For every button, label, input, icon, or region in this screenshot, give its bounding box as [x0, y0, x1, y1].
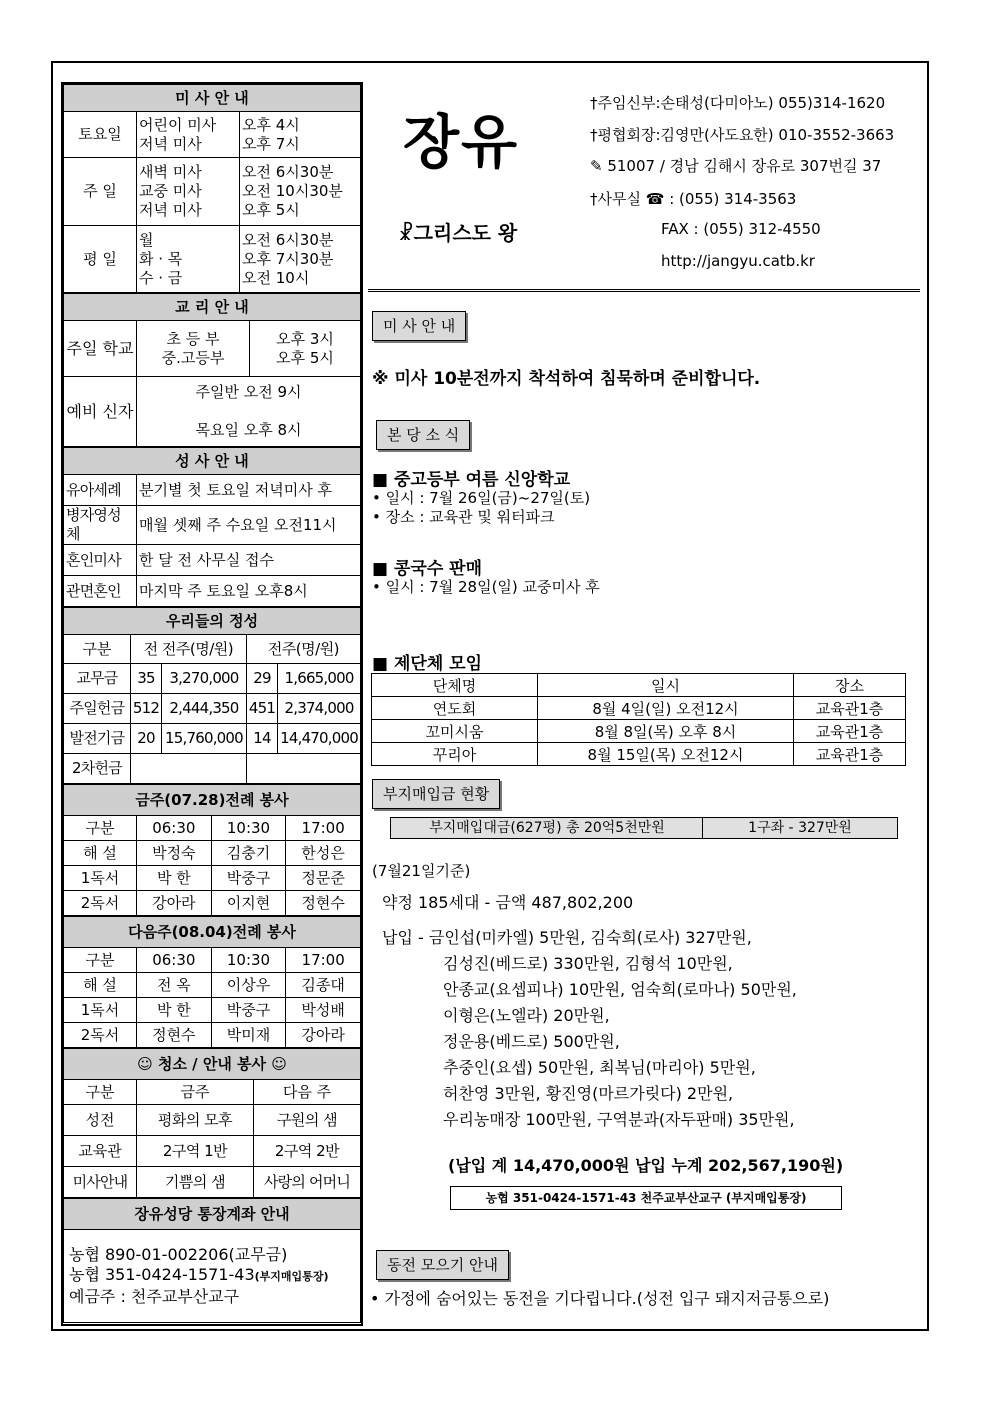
item2-title: ■ 콩국수 판매 [372, 559, 483, 579]
sacrament-name: 병자영성체 [64, 506, 137, 545]
offering-count: 20 [130, 724, 161, 754]
groups-col: 장소 [794, 674, 906, 697]
mass-day: 주 일 [64, 158, 137, 226]
item3-title: ■ 제단체 모임 [372, 654, 483, 674]
duty-role: 1독서 [64, 866, 137, 891]
account-info: 농협 890-01-002206(교무금) 농협 351-0424-1571-43(부지매입통장) 예금주 : 천주교부산교구 [64, 1230, 361, 1323]
offering-col: 구분 [64, 635, 131, 664]
land-paid-line: 우리농매장 100만원, 구역분과(자두판매) 35만원, [443, 1110, 795, 1129]
cleaning-group: 사랑의 어머니 [254, 1167, 361, 1198]
mass-names: 새벽 미사 교중 미사 저녁 미사 [137, 158, 240, 226]
offering-amount: 3,270,000 [162, 664, 247, 694]
duty-role: 해 설 [64, 841, 137, 866]
group-name: 연도회 [372, 697, 538, 720]
offering-count: 451 [246, 694, 277, 724]
mass-names: 월 화 · 목 수 · 금 [137, 226, 240, 293]
offering-header: 우리들의 정성 [64, 608, 361, 635]
duty-person: 강아라 [286, 1023, 361, 1048]
office-phone-line: †사무실 ☎ : (055) 314-3563 [590, 190, 797, 208]
council-line: †평협회장:김영만(사도요한) 010-3552-3663 [590, 126, 895, 144]
sunday-school-label: 주일 학교 [64, 321, 137, 377]
land-paid-line: 이형은(노엘라) 20만원, [443, 1006, 610, 1025]
mass-times: 오후 4시 오후 7시 [240, 112, 361, 158]
next-week-duty-table [63, 916, 361, 1048]
duty-person: 이상우 [211, 973, 286, 998]
sacrament-desc: 분기별 첫 토요일 저녁미사 후 [137, 475, 361, 506]
news-tag: 본 당 소 식 [376, 420, 470, 450]
duty-person: 김종대 [286, 973, 361, 998]
duty-person: 이지현 [211, 891, 286, 916]
account-table [63, 1198, 361, 1323]
mass-note: ※ 미사 10분전까지 착석하여 침묵하며 준비합니다. [372, 369, 761, 389]
offering-name: 발전기금 [64, 724, 131, 754]
cleaning-header: ☺ 청소 / 안내 봉사 ☺ [64, 1049, 361, 1080]
pastor-line: †주임신부:손태성(다미아노) 055)314-1620 [590, 94, 886, 112]
offering-count: 35 [130, 664, 161, 694]
sacrament-name: 혼인미사 [64, 545, 137, 576]
duty-person: 정문준 [286, 866, 361, 891]
next-week-header: 다음주(08.04)전례 봉사 [64, 917, 361, 948]
group-name: 꾸리아 [372, 743, 538, 766]
coin-note: • 가정에 숨어있는 동전을 기다립니다.(성전 입구 돼지저금통으로) [370, 1289, 830, 1308]
group-place: 교육관1층 [794, 697, 906, 720]
duty-person: 강아라 [137, 891, 212, 916]
duty-person: 박중구 [211, 998, 286, 1023]
mass-times: 오전 6시30분 오전 10시30분 오후 5시 [240, 158, 361, 226]
groups-col: 일시 [538, 674, 794, 697]
offering-amount: 1,665,000 [278, 664, 361, 694]
land-paid-total: (납입 계 14,470,000원 납입 누계 202,567,190원) [448, 1156, 844, 1175]
duty-col: 10:30 [211, 948, 286, 973]
groups-col: 단체명 [372, 674, 538, 697]
offering-table [63, 607, 361, 784]
land-pledge: 약정 185세대 - 금액 487,802,200 [382, 893, 634, 912]
group-date: 8월 15일(목) 오전12시 [538, 743, 794, 766]
duty-col: 구분 [64, 816, 137, 841]
land-total-box: 부지매입대금(627평) 총 20억5천만원 [390, 817, 704, 839]
mass-day: 평 일 [64, 226, 137, 293]
coin-tag: 동전 모으기 안내 [376, 1250, 509, 1280]
sacrament-desc: 마지막 주 토요일 오후8시 [137, 576, 361, 607]
duty-role: 2독서 [64, 891, 137, 916]
land-account-box: 농협 351-0424-1571-43 천주교부산교구 (부지매입통장) [450, 1186, 842, 1210]
address-line: ✎ 51007 / 경남 김해시 장유로 307번길 37 [590, 157, 882, 175]
cleaning-group: 기쁨의 샘 [137, 1167, 254, 1198]
mass-header: 미 사 안 내 [64, 85, 361, 112]
duty-col: 10:30 [211, 816, 286, 841]
cleaning-group: 평화의 모후 [137, 1105, 254, 1136]
land-date: (7월21일기준) [372, 862, 471, 880]
duty-person: 박중구 [211, 866, 286, 891]
offering-count: 14 [246, 724, 277, 754]
mass-tag: 미 사 안 내 [372, 311, 466, 341]
group-name: 꼬미시움 [372, 720, 538, 743]
duty-col: 17:00 [286, 948, 361, 973]
sunday-school-times: 오후 3시 오후 5시 [250, 321, 361, 377]
cleaning-table [63, 1048, 361, 1198]
cleaning-group: 구원의 샘 [254, 1105, 361, 1136]
land-unit-box: 1구좌 - 327만원 [702, 817, 898, 839]
group-date: 8월 8일(목) 오후 8시 [538, 720, 794, 743]
sacrament-header: 성 사 안 내 [64, 448, 361, 475]
duty-person: 전 옥 [137, 973, 212, 998]
offering-col: 전주(명/원) [246, 635, 360, 664]
cleaning-col: 다음 주 [254, 1080, 361, 1105]
offering-amount [246, 754, 360, 784]
land-paid-line: 추중인(요셉) 50만원, 최복님(마리아) 5만원, [443, 1058, 756, 1077]
land-paid-line: 김성진(베드로) 330만원, 김형석 10만원, [443, 954, 733, 973]
land-paid-line: 정운용(베드로) 500만원, [443, 1032, 620, 1051]
mass-names: 어린이 미사 저녁 미사 [137, 112, 240, 158]
doctrine-header: 교 리 안 내 [64, 294, 361, 321]
offering-col: 전 전주(명/원) [130, 635, 246, 664]
offering-amount [130, 754, 246, 784]
website-line: http://jangyu.catb.kr [661, 252, 815, 270]
account-header: 장유성당 통장계좌 안내 [64, 1199, 361, 1230]
cleaning-place: 교육관 [64, 1136, 137, 1167]
duty-col: 06:30 [137, 948, 212, 973]
duty-person: 정현수 [137, 1023, 212, 1048]
duty-person: 한성은 [286, 841, 361, 866]
duty-person: 김충기 [211, 841, 286, 866]
bulletin-subtitle: ☧그리스도 왕 [398, 221, 518, 245]
groups-table [371, 673, 906, 766]
cleaning-group: 2구역 2반 [254, 1136, 361, 1167]
item1-line: • 장소 : 교육관 및 워터파크 [372, 508, 555, 526]
offering-amount: 2,444,350 [162, 694, 247, 724]
left-column [61, 82, 363, 1326]
cleaning-place: 미사안내 [64, 1167, 137, 1198]
duty-person: 박미재 [211, 1023, 286, 1048]
duty-role: 1독서 [64, 998, 137, 1023]
offering-name: 2차헌금 [64, 754, 131, 784]
duty-person: 박성배 [286, 998, 361, 1023]
land-paid-line: 허찬영 3만원, 황진영(마르가릿다) 2만원, [443, 1084, 734, 1103]
offering-count: 512 [130, 694, 161, 724]
mass-day: 토요일 [64, 112, 137, 158]
sacrament-desc: 한 달 전 사무실 접수 [137, 545, 361, 576]
land-paid-line: 납입 - 금인섭(미카엘) 5만원, 김숙희(로사) 327만원, [382, 928, 752, 947]
duty-person: 박정숙 [137, 841, 212, 866]
item2-line: • 일시 : 7월 28일(일) 교중미사 후 [372, 578, 600, 596]
group-place: 교육관1층 [794, 720, 906, 743]
offering-amount: 14,470,000 [278, 724, 361, 754]
cleaning-place: 성전 [64, 1105, 137, 1136]
offering-amount: 15,760,000 [162, 724, 247, 754]
duty-col: 구분 [64, 948, 137, 973]
sacrament-name: 관면혼인 [64, 576, 137, 607]
sunday-school-grades: 초 등 부 중.고등부 [137, 321, 250, 377]
this-week-duty-table [63, 784, 361, 916]
bulletin-title: 장유 [403, 108, 520, 176]
catechumen-times: 주일반 오전 9시 목요일 오후 8시 [137, 377, 361, 447]
group-date: 8월 4일(일) 오전12시 [538, 697, 794, 720]
item1-line: • 일시 : 7월 26일(금)~27일(토) [372, 489, 591, 507]
offering-name: 주일헌금 [64, 694, 131, 724]
cleaning-col: 금주 [137, 1080, 254, 1105]
offering-name: 교무금 [64, 664, 131, 694]
duty-person: 박 한 [137, 998, 212, 1023]
cleaning-group: 2구역 1반 [137, 1136, 254, 1167]
mass-times: 오전 6시30분 오후 7시30분 오전 10시 [240, 226, 361, 293]
duty-col: 17:00 [286, 816, 361, 841]
doctrine-table [63, 293, 361, 447]
this-week-header: 금주(07.28)전례 봉사 [64, 785, 361, 816]
mass-schedule-table [63, 84, 361, 293]
sacrament-desc: 매월 셋째 주 수요일 오전11시 [137, 506, 361, 545]
land-tag: 부지매입금 현황 [372, 779, 500, 809]
offering-amount: 2,374,000 [278, 694, 361, 724]
duty-role: 2독서 [64, 1023, 137, 1048]
header-divider [368, 289, 920, 292]
sacrament-name: 유아세례 [64, 475, 137, 506]
group-place: 교육관1층 [794, 743, 906, 766]
duty-col: 06:30 [137, 816, 212, 841]
duty-person: 박 한 [137, 866, 212, 891]
fax-line: FAX : (055) 312-4550 [661, 220, 821, 238]
cleaning-col: 구분 [64, 1080, 137, 1105]
catechumen-label: 예비 신자 [64, 377, 137, 447]
duty-person: 정현수 [286, 891, 361, 916]
offering-count: 29 [246, 664, 277, 694]
sacrament-table [63, 447, 361, 607]
right-column [368, 82, 920, 1326]
duty-role: 해 설 [64, 973, 137, 998]
item1-title: ■ 중고등부 여름 신앙학교 [372, 470, 571, 490]
land-paid-line: 안종교(요셉피나) 10만원, 엄숙희(로마나) 50만원, [443, 980, 797, 999]
